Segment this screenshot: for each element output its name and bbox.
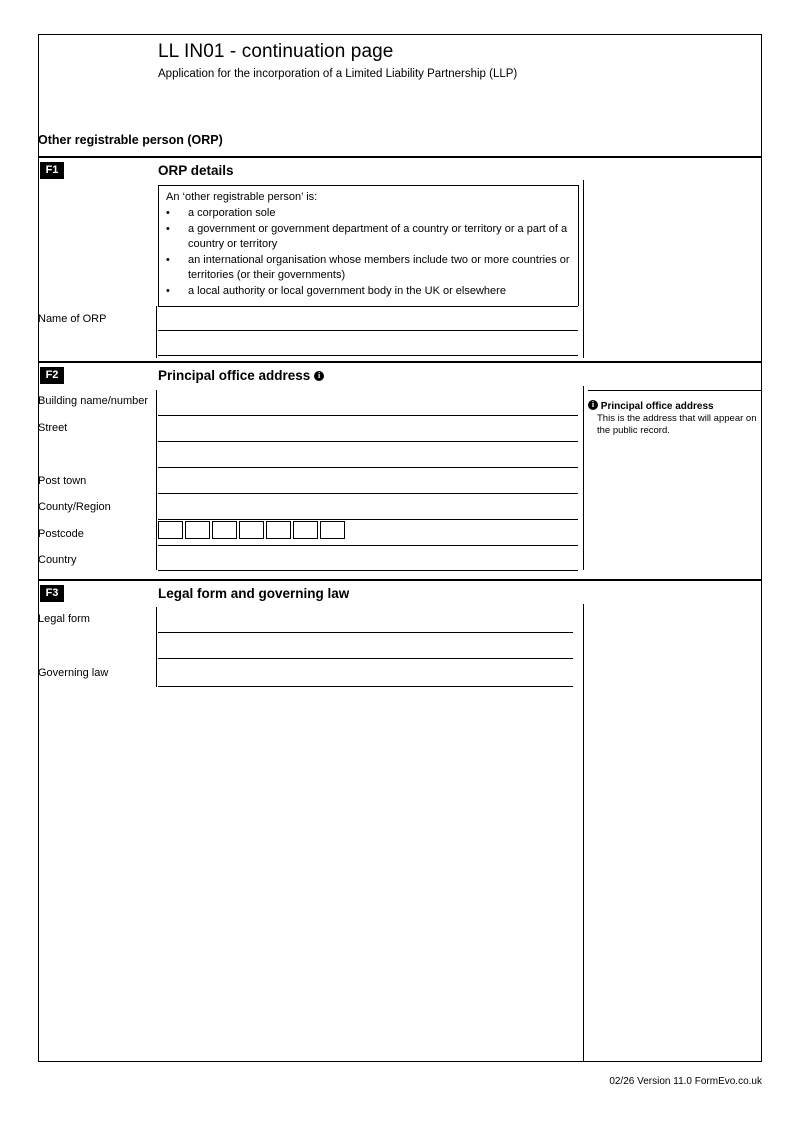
postcode-input-group[interactable] [158, 521, 347, 539]
postcode-char-box[interactable] [266, 521, 291, 539]
block-title-f2 [158, 368, 324, 383]
name-of-orp-input[interactable] [160, 311, 578, 331]
f1-guidance-intro: An ‘other registrable person’ is: [166, 191, 318, 203]
field-label-building: Building name/number [38, 395, 149, 407]
f1-guidance-item: • an international organisation whose members include two or more countries or territories (or their governments) [188, 253, 571, 284]
f3-label-column-rule [156, 607, 157, 687]
f1-guidance-right-rule [578, 185, 579, 306]
page-frame-right-rule [761, 34, 762, 1062]
f1-guidance-bottom-rule [158, 306, 578, 307]
f2-street-rule-2 [158, 467, 578, 468]
block-title-f2-text: Principal office address [158, 368, 311, 383]
f1-guidance-left-rule [158, 185, 159, 306]
page-frame-bottom-rule [38, 1061, 762, 1062]
side-note-body-principal-office: This is the address that will appear on the public record. [597, 413, 757, 436]
f2-top-rule [38, 361, 762, 363]
post-town-input[interactable] [160, 475, 578, 494]
f2-side-column-rule [583, 386, 584, 570]
legal-form-input[interactable] [160, 614, 573, 633]
info-icon: i [314, 371, 324, 381]
governing-law-input[interactable] [160, 668, 573, 687]
field-label-county-region: County/Region [38, 501, 111, 513]
f1-guidance-item: • a local authority or local government body in the UK or elsewhere [188, 284, 571, 300]
section-heading: Other registrable person (ORP) [38, 133, 223, 147]
block-badge-f3: F3 [40, 585, 64, 602]
field-label-street: Street [38, 422, 68, 434]
field-label-name-of-orp: Name of ORP [38, 313, 107, 325]
page-footer: 02/26 Version 11.0 FormEvo.co.uk [609, 1076, 762, 1087]
legal-form-input-line2[interactable] [160, 639, 573, 658]
block-badge-f2: F2 [40, 367, 64, 384]
field-label-postcode: Postcode [38, 528, 84, 540]
f1-guidance-item: • a corporation sole [188, 206, 571, 222]
f2-building-rule [158, 415, 578, 416]
postcode-char-box[interactable] [239, 521, 264, 539]
building-name-number-input[interactable] [160, 396, 578, 415]
field-label-governing-law: Governing law [38, 667, 109, 679]
postcode-char-box[interactable] [158, 521, 183, 539]
name-of-orp-input-line2[interactable] [160, 336, 578, 356]
f2-postcode-rule [158, 545, 578, 546]
f1-side-column-rule [583, 180, 584, 358]
street-input-line2[interactable] [160, 448, 578, 467]
f3-top-rule [38, 579, 762, 581]
f2-label-column-rule [156, 390, 157, 570]
info-icon: i [588, 400, 598, 410]
page-subtitle: Application for the incorporation of a Limited Liability Partnership (LLP) [158, 68, 518, 80]
country-input[interactable] [160, 552, 578, 571]
f3-legal-form-rule-2 [158, 658, 573, 659]
block-title-f1: ORP details [158, 163, 234, 178]
street-input[interactable] [160, 423, 578, 442]
page-frame-left-rule [38, 34, 39, 1062]
block-title-f3: Legal form and governing law [158, 586, 350, 601]
county-region-input[interactable] [160, 501, 578, 520]
field-label-legal-form: Legal form [38, 613, 90, 625]
f2-side-note-top-rule [588, 390, 762, 391]
side-note-title-principal-office [588, 400, 714, 412]
page-title: LL IN01 - continuation page [158, 41, 394, 62]
f1-top-rule [38, 156, 762, 158]
f1-name-field-left-rule [156, 306, 157, 358]
postcode-char-box[interactable] [293, 521, 318, 539]
f1-guidance-item: • a government or government department of a country or territory or a part of a country or territory [188, 222, 571, 253]
f1-guidance-top-rule [158, 185, 578, 186]
side-note-title-text: Principal office address [600, 401, 714, 412]
postcode-char-box[interactable] [320, 521, 345, 539]
field-label-country: Country [38, 554, 77, 566]
postcode-char-box[interactable] [212, 521, 237, 539]
field-label-post-town: Post town [38, 475, 87, 487]
f1-guidance-list [166, 206, 571, 299]
postcode-char-box[interactable] [185, 521, 210, 539]
block-badge-f1: F1 [40, 162, 64, 179]
f3-side-column-rule [583, 604, 584, 1061]
page-frame-top-rule [38, 34, 762, 35]
